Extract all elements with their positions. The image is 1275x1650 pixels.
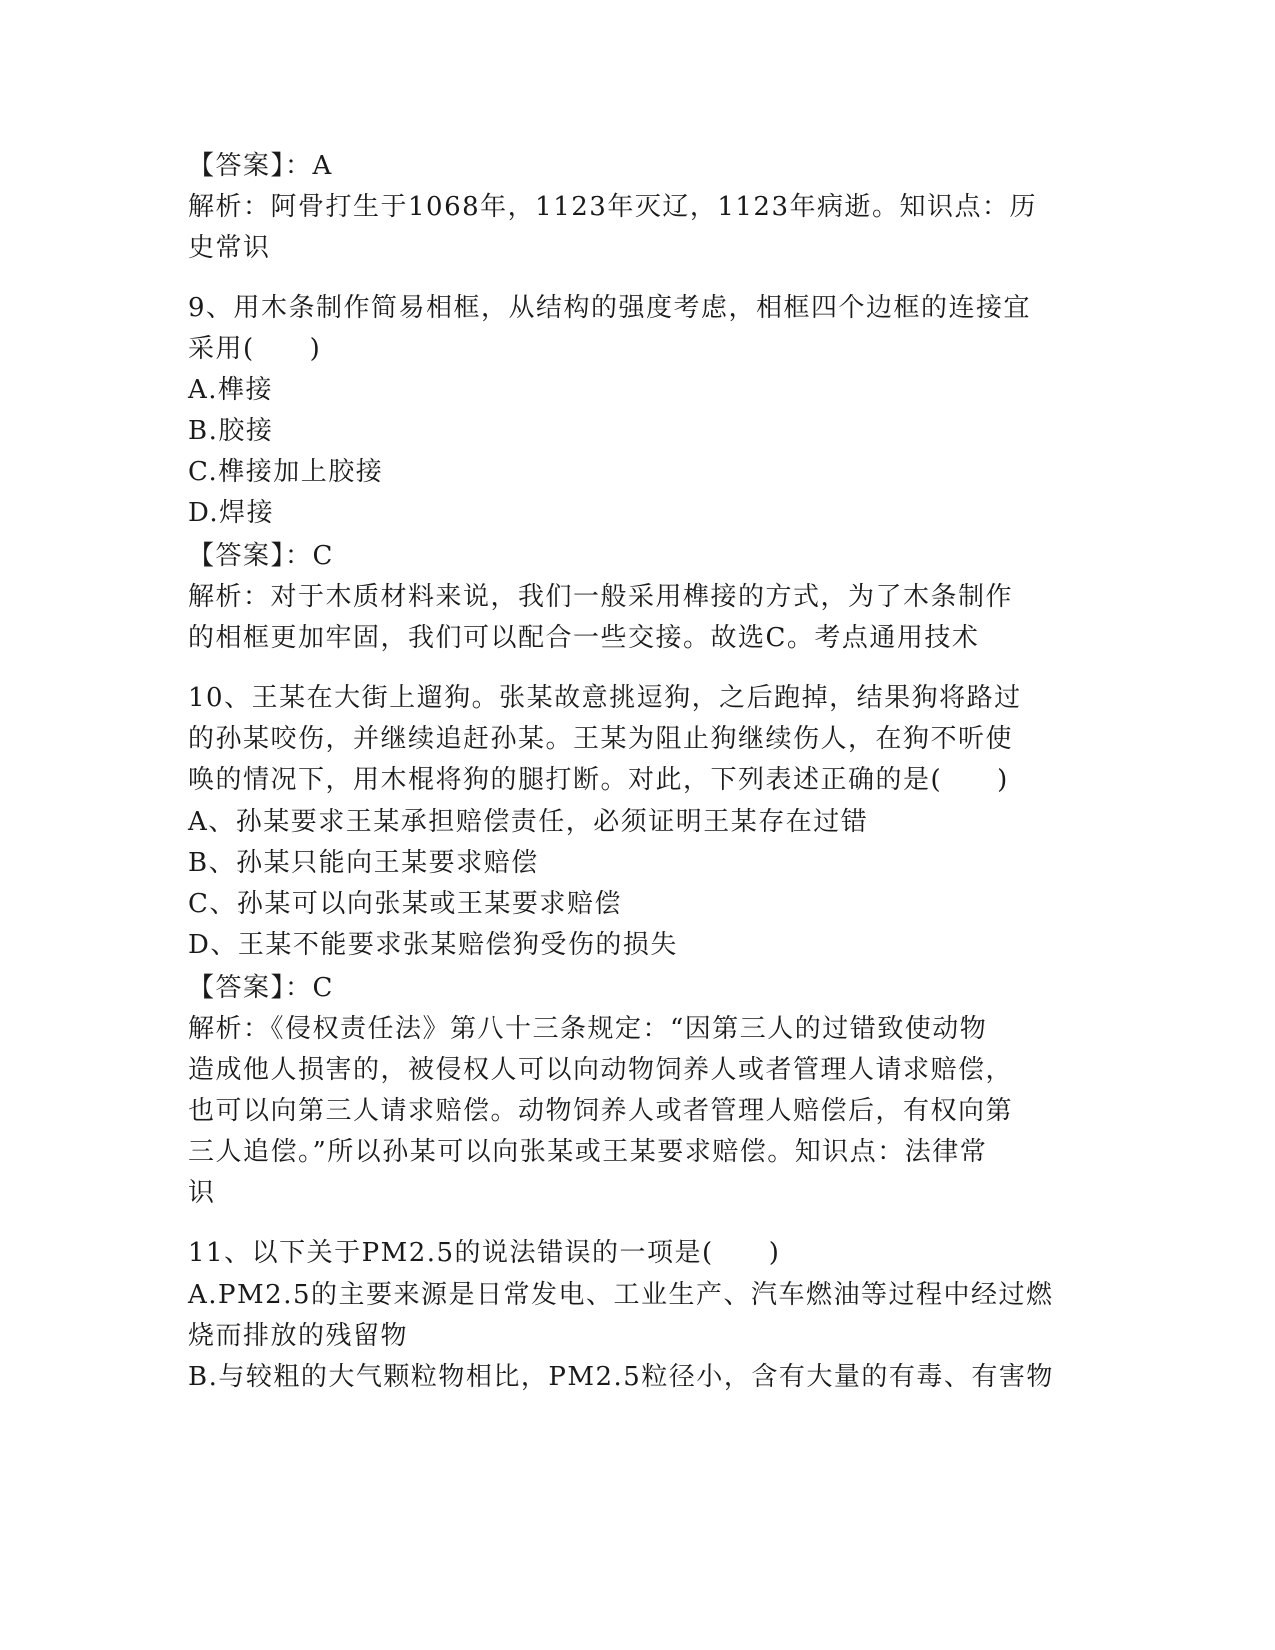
- explanation-line: 的相框更加牢固，我们可以配合一些交接。故选C。考点通用技术: [188, 623, 980, 653]
- explanation-line: 解析：阿骨打生于1068年，1123年灭辽，1123年病逝。知识点：历: [188, 192, 1038, 222]
- explanation-line: 解析：对于木质材料来说，我们一般采用榫接的方式，为了木条制作: [188, 582, 1014, 612]
- question-9-stem: 采用( ): [188, 334, 322, 364]
- question-11-option-b: B.与较粗的大气颗粒物相比，PM2.5粒径小，含有大量的有毒、有害物: [188, 1362, 1054, 1392]
- explanation-line: 史常识: [188, 233, 271, 263]
- question-10-option-d: D、王某不能要求张某赔偿狗受伤的损失: [188, 930, 678, 960]
- question-10-stem: 的孙某咬伤，并继续追赶孙某。王某为阻止狗继续伤人，在狗不听使: [188, 724, 1014, 754]
- explanation-line: 造成他人损害的，被侵权人可以向动物饲养人或者管理人请求赔偿，: [188, 1055, 1014, 1085]
- question-11-option-a: A.PM2.5的主要来源是日常发电、工业生产、汽车燃油等过程中经过燃: [188, 1280, 1054, 1310]
- answer-label: 【答案】：C: [188, 973, 334, 1003]
- question-10-stem: 10、王某在大街上遛狗。张某故意挑逗狗，之后跑掉，结果狗将路过: [188, 683, 1022, 713]
- question-10-stem: 唤的情况下，用木棍将狗的腿打断。对此，下列表述正确的是( ): [188, 765, 1009, 795]
- question-11-option-a: 烧而排放的残留物: [188, 1321, 409, 1351]
- explanation-line: 解析：《侵权责任法》第八十三条规定：“因第三人的过错致使动物: [188, 1014, 988, 1044]
- explanation-line: 识: [188, 1178, 216, 1208]
- answer-label: 【答案】：C: [188, 541, 334, 571]
- question-9-option-a: A.榫接: [188, 375, 274, 405]
- question-9-stem: 9、用木条制作简易相框，从结构的强度考虑，相框四个边框的连接宜: [188, 293, 1032, 323]
- explanation-line: 也可以向第三人请求赔偿。动物饲养人或者管理人赔偿后，有权向第: [188, 1096, 1014, 1126]
- question-10-option-c: C、孙某可以向张某或王某要求赔偿: [188, 889, 622, 919]
- question-9-option-b: B.胶接: [188, 416, 274, 446]
- question-11-stem: 11、以下关于PM2.5的说法错误的一项是( ): [188, 1238, 781, 1268]
- explanation-line: 三人追偿。”所以孙某可以向张某或王某要求赔偿。知识点：法律常: [188, 1137, 988, 1167]
- answer-label: 【答案】：A: [188, 151, 333, 181]
- question-10-option-b: B、孙某只能向王某要求赔偿: [188, 848, 539, 878]
- question-9-option-c: C.榫接加上胶接: [188, 457, 384, 487]
- question-10-option-a: A、孙某要求王某承担赔偿责任，必须证明王某存在过错: [188, 807, 869, 837]
- question-9-option-d: D.焊接: [188, 498, 275, 528]
